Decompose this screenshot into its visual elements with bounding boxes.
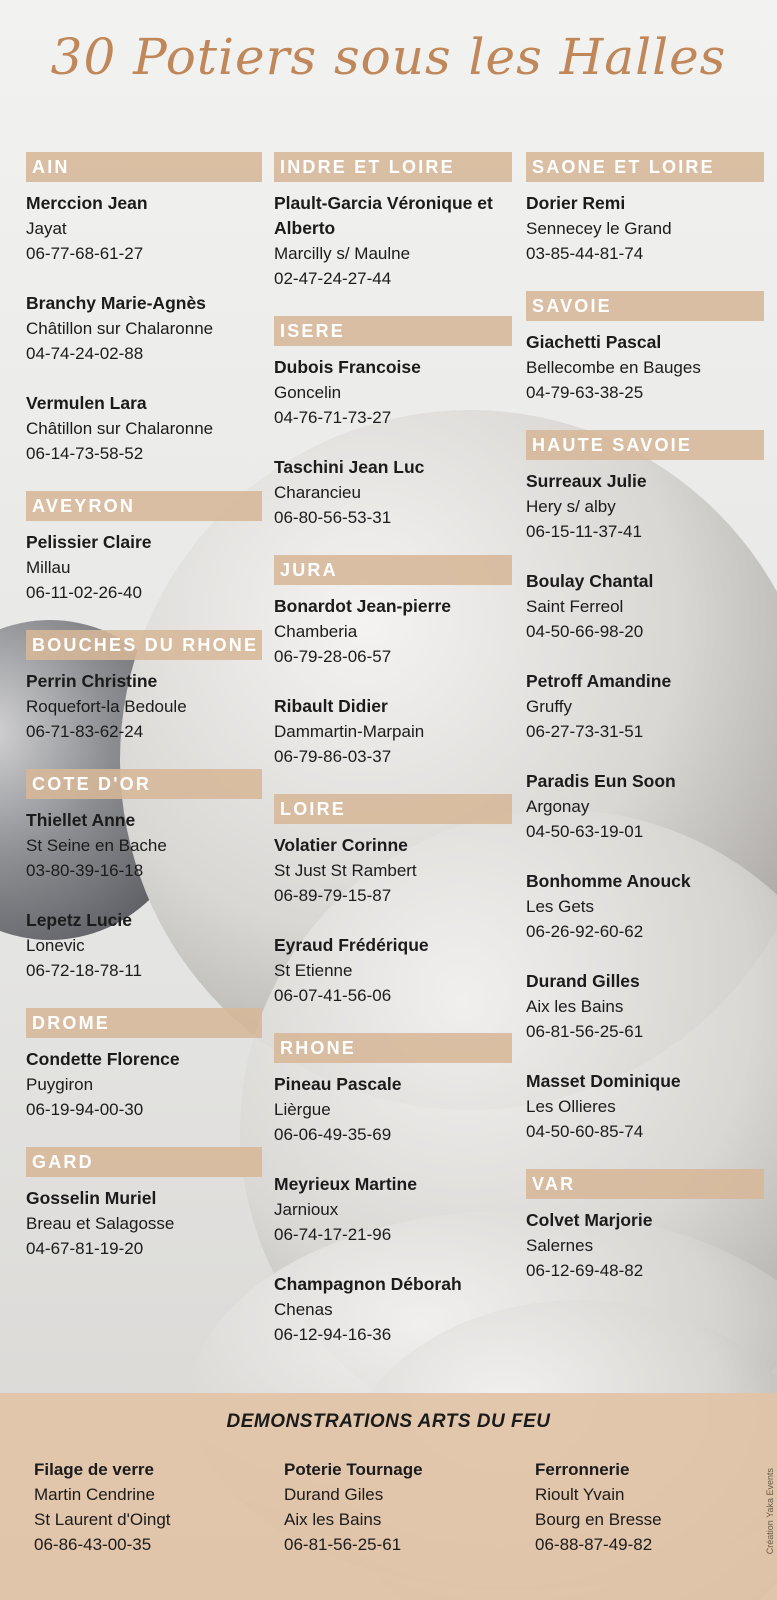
demonstration-craft: Ferronnerie — [535, 1460, 630, 1479]
potter-entry — [526, 1208, 764, 1283]
potter-name: Volatier Corinne — [274, 835, 408, 855]
potter-phone: 04-76-71-73-27 — [274, 408, 392, 427]
potter-phone: 06-11-02-26-40 — [26, 583, 142, 602]
region-header: VAR — [526, 1169, 764, 1199]
potter-entry — [274, 1272, 512, 1347]
potter-entry — [274, 1072, 512, 1147]
potter-entry — [526, 769, 764, 844]
region-section — [274, 152, 512, 291]
potter-entry — [526, 969, 764, 1044]
potter-entry — [274, 694, 512, 769]
potter-phone: 06-26-92-60-62 — [526, 922, 644, 941]
demonstration-town: St Laurent d'Oingt — [34, 1510, 171, 1529]
potter-entry — [26, 530, 262, 605]
directory-column — [26, 152, 262, 1286]
potter-town: Bellecombe en Bauges — [526, 358, 701, 377]
potter-entry — [26, 1047, 262, 1122]
potter-phone: 06-79-28-06-57 — [274, 647, 392, 666]
region-section — [26, 491, 262, 605]
potter-town: Les Gets — [526, 897, 595, 916]
potter-town: Chamberia — [274, 622, 358, 641]
potter-town: Châtillon sur Chalaronne — [26, 319, 214, 338]
potter-town: St Etienne — [274, 961, 353, 980]
potter-town: Les Ollieres — [526, 1097, 616, 1116]
potter-phone: 04-50-60-85-74 — [526, 1122, 644, 1141]
demonstration-item — [284, 1457, 423, 1557]
potter-name: Boulay Chantal — [526, 571, 654, 591]
potter-name: Plault-Garcia Véronique et Alberto — [274, 193, 493, 238]
potter-name: Meyrieux Martine — [274, 1174, 417, 1194]
potter-town: St Seine en Bache — [26, 836, 167, 855]
potter-name: Masset Dominique — [526, 1071, 681, 1091]
potter-name: Pineau Pascale — [274, 1074, 402, 1094]
potter-phone: 06-27-73-31-51 — [526, 722, 644, 741]
potter-entry — [274, 833, 512, 908]
potter-name: Giachetti Pascal — [526, 332, 662, 352]
potter-entry — [526, 191, 764, 266]
region-section — [274, 555, 512, 769]
potter-name: Perrin Christine — [26, 671, 158, 691]
potter-phone: 06-07-41-56-06 — [274, 986, 392, 1005]
directory-column — [274, 152, 512, 1372]
potter-name: Dubois Francoise — [274, 357, 421, 377]
potter-town: Roquefort-la Bedoule — [26, 697, 187, 716]
region-header: INDRE ET LOIRE — [274, 152, 512, 182]
region-header: DROME — [26, 1008, 262, 1038]
demonstration-town: Bourg en Bresse — [535, 1510, 662, 1529]
potter-entry — [26, 1186, 262, 1261]
potter-name: Eyraud Frédérique — [274, 935, 429, 955]
potter-town: Jayat — [26, 219, 67, 238]
potter-town: Gruffy — [526, 697, 572, 716]
potter-name: Merccion Jean — [26, 193, 148, 213]
potter-name: Ribault Didier — [274, 696, 388, 716]
potter-entry — [26, 191, 262, 266]
potter-phone: 06-72-18-78-11 — [26, 961, 142, 980]
directory-column — [526, 152, 764, 1308]
demonstration-phone: 06-81-56-25-61 — [284, 1535, 402, 1554]
region-header: SAVOIE — [526, 291, 764, 321]
region-header: AIN — [26, 152, 262, 182]
potter-entry — [274, 191, 512, 291]
potter-town: Argonay — [526, 797, 590, 816]
region-section — [526, 152, 764, 266]
demonstration-craft: Filage de verre — [34, 1460, 155, 1479]
potter-town: Jarnioux — [274, 1200, 339, 1219]
potter-entry — [274, 355, 512, 430]
region-section — [26, 630, 262, 744]
region-section — [26, 769, 262, 983]
region-header: JURA — [274, 555, 512, 585]
potter-entry — [274, 455, 512, 530]
potter-entry — [526, 1069, 764, 1144]
region-section — [526, 291, 764, 405]
region-section — [526, 430, 764, 1144]
potter-name: Bonhomme Anouck — [526, 871, 691, 891]
potter-phone: 04-50-66-98-20 — [526, 622, 644, 641]
potter-town: Dammartin-Marpain — [274, 722, 425, 741]
potter-entry — [26, 908, 262, 983]
demonstration-phone: 06-86-43-00-35 — [34, 1535, 152, 1554]
region-header: GARD — [26, 1147, 262, 1177]
potter-town: St Just St Rambert — [274, 861, 417, 880]
potter-phone: 06-06-49-35-69 — [274, 1125, 392, 1144]
potter-entry — [526, 330, 764, 405]
potter-phone: 02-47-24-27-44 — [274, 269, 392, 288]
potter-phone: 06-81-56-25-61 — [526, 1022, 644, 1041]
potter-name: Colvet Marjorie — [526, 1210, 653, 1230]
region-header: RHONE — [274, 1033, 512, 1063]
potter-name: Surreaux Julie — [526, 471, 647, 491]
potter-entry — [526, 569, 764, 644]
potter-town: Goncelin — [274, 383, 342, 402]
potter-phone: 04-79-63-38-25 — [526, 383, 644, 402]
design-credit: Création Yaka Events — [765, 1468, 775, 1555]
potter-phone: 06-12-94-16-36 — [274, 1325, 392, 1344]
demonstrations-title: DEMONSTRATIONS ARTS DU FEU — [226, 1411, 551, 1432]
potter-name: Bonardot Jean-pierre — [274, 596, 451, 616]
demonstration-item — [535, 1457, 662, 1557]
potter-phone: 06-12-69-48-82 — [526, 1261, 644, 1280]
potter-entry — [26, 808, 262, 883]
potter-entry — [26, 669, 262, 744]
potter-phone: 06-77-68-61-27 — [26, 244, 144, 263]
potter-town: Chenas — [274, 1300, 333, 1319]
potter-town: Puygiron — [26, 1075, 94, 1094]
potter-town: Aix les Bains — [526, 997, 624, 1016]
region-section — [274, 794, 512, 1008]
demonstration-craft: Poterie Tournage — [284, 1460, 423, 1479]
potter-town: Marcilly s/ Maulne — [274, 244, 411, 263]
region-header: HAUTE SAVOIE — [526, 430, 764, 460]
region-section — [26, 1147, 262, 1261]
demonstration-name: Martin Cendrine — [34, 1485, 155, 1504]
potter-name: Paradis Eun Soon — [526, 771, 676, 791]
potter-entry — [274, 933, 512, 1008]
potter-name: Branchy Marie-Agnès — [26, 293, 206, 313]
potter-town: Lonevic — [26, 936, 85, 955]
potter-entry — [274, 594, 512, 669]
region-section — [26, 152, 262, 466]
region-header: AVEYRON — [26, 491, 262, 521]
potter-phone: 06-89-79-15-87 — [274, 886, 392, 905]
demonstration-item — [34, 1457, 171, 1557]
potter-town: Sennecey le Grand — [526, 219, 672, 238]
potter-phone: 06-15-11-37-41 — [526, 522, 642, 541]
potter-entry — [274, 1172, 512, 1247]
potter-name: Gosselin Muriel — [26, 1188, 157, 1208]
potter-phone: 04-50-63-19-01 — [526, 822, 644, 841]
potter-entry — [526, 469, 764, 544]
demonstration-name: Durand Giles — [284, 1485, 384, 1504]
potter-phone: 04-74-24-02-88 — [26, 344, 144, 363]
potter-phone: 06-14-73-58-52 — [26, 444, 144, 463]
potter-town: Lièrgue — [274, 1100, 331, 1119]
potter-phone: 06-71-83-62-24 — [26, 722, 144, 741]
region-section — [26, 1008, 262, 1122]
region-section — [526, 1169, 764, 1283]
potter-phone: 03-80-39-16-18 — [26, 861, 144, 880]
region-header: ISERE — [274, 316, 512, 346]
demonstration-name: Rioult Yvain — [535, 1485, 625, 1504]
potter-town: Salernes — [526, 1236, 594, 1255]
potter-entry — [526, 869, 764, 944]
region-header: COTE D'OR — [26, 769, 262, 799]
potter-entry — [26, 391, 262, 466]
potter-town: Saint Ferreol — [526, 597, 624, 616]
potter-name: Thiellet Anne — [26, 810, 136, 830]
demonstrations-band — [0, 1393, 777, 1600]
potter-name: Petroff Amandine — [526, 671, 672, 691]
potter-name: Condette Florence — [26, 1049, 180, 1069]
potter-name: Dorier Remi — [526, 193, 626, 213]
potter-entry — [526, 669, 764, 744]
potter-town: Breau et Salagosse — [26, 1214, 175, 1233]
potter-name: Taschini Jean Luc — [274, 457, 425, 477]
potter-town: Millau — [26, 558, 71, 577]
potter-town: Châtillon sur Chalaronne — [26, 419, 214, 438]
potter-phone: 06-79-86-03-37 — [274, 747, 392, 766]
potter-name: Durand Gilles — [526, 971, 640, 991]
potter-phone: 06-80-56-53-31 — [274, 508, 392, 527]
potter-town: Hery s/ alby — [526, 497, 616, 516]
page-title: 30 Potiers sous les Halles — [50, 28, 727, 86]
potter-name: Pelissier Claire — [26, 532, 152, 552]
potter-name: Champagnon Déborah — [274, 1274, 462, 1294]
potter-name: Lepetz Lucie — [26, 910, 132, 930]
region-section — [274, 1033, 512, 1347]
potter-phone: 03-85-44-81-74 — [526, 244, 644, 263]
demonstration-town: Aix les Bains — [284, 1510, 382, 1529]
potter-phone: 04-67-81-19-20 — [26, 1239, 144, 1258]
demonstration-phone: 06-88-87-49-82 — [535, 1535, 653, 1554]
potter-entry — [26, 291, 262, 366]
region-header: LOIRE — [274, 794, 512, 824]
region-section — [274, 316, 512, 530]
region-header: BOUCHES DU RHONE — [26, 630, 262, 660]
region-header: SAONE ET LOIRE — [526, 152, 764, 182]
potter-phone: 06-19-94-00-30 — [26, 1100, 144, 1119]
potter-phone: 06-74-17-21-96 — [274, 1225, 392, 1244]
potter-name: Vermulen Lara — [26, 393, 147, 413]
potter-town: Charancieu — [274, 483, 361, 502]
